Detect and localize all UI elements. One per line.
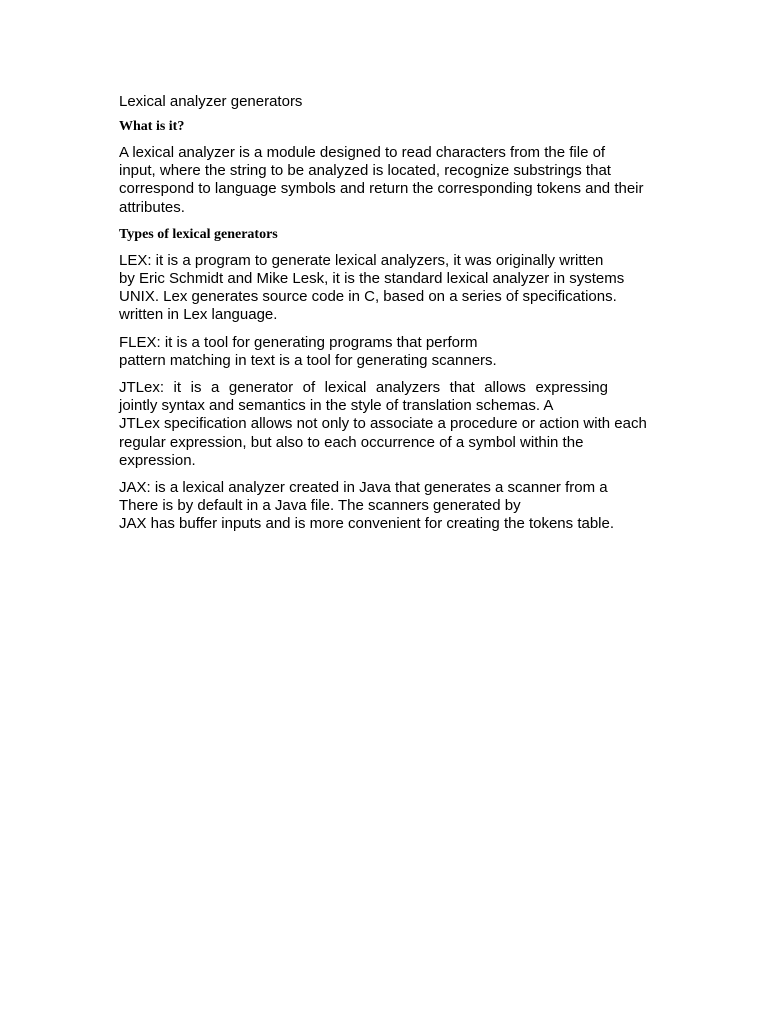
text-line: JAX has buffer inputs and is more convenient for creating the tokens table. [119,515,615,533]
section-heading-what-is-it: What is it? [119,119,185,134]
text-line: regular expression, but also to each occurrence of a symbol within the [119,433,584,451]
paragraph-jtlex [119,379,667,470]
text-line: by Eric Schmidt and Mike Lesk, it is the standard lexical analyzer in systems [119,270,625,288]
text-line: written in Lex language. [119,306,278,324]
text-line: JAX: is a lexical analyzer created in Java that generates a scanner from a [119,479,608,497]
text-line: correspond to language symbols and return the corresponding tokens and their [119,180,644,198]
document-page [119,92,667,543]
document-title: Lexical analyzer generators [119,93,303,110]
text-line: FLEX: it is a tool for generating programs that perform [119,333,478,351]
text-line: A lexical analyzer is a module designed to read characters from the file of [119,144,606,161]
text-line: pattern matching in text is a tool for generating scanners. [119,351,497,369]
paragraph-jax [119,479,667,534]
paragraph-definition [119,144,667,217]
paragraph-flex [119,334,667,370]
text-line: JTLex specification allows not only to associate a procedure or action with each [119,415,647,433]
text-line: input, where the string to be analyzed is located, recognize substrings that [119,162,611,180]
text-line: attributes. [119,198,185,216]
text-line: UNIX. Lex generates source code in C, based on a series of specifications. [119,288,617,306]
paragraph-lex [119,252,667,325]
text-line: JTLex: it is a generator of lexical analyzers that allows expressing [119,379,608,397]
text-line: expression. [119,451,196,469]
text-line: jointly syntax and semantics in the style of translation schemas. A [119,397,554,415]
text-line: There is by default in a Java file. The scanners generated by [119,497,521,515]
section-heading-types: Types of lexical generators [119,226,278,242]
text-line: LEX: it is a program to generate lexical analyzers, it was originally written [119,251,604,269]
